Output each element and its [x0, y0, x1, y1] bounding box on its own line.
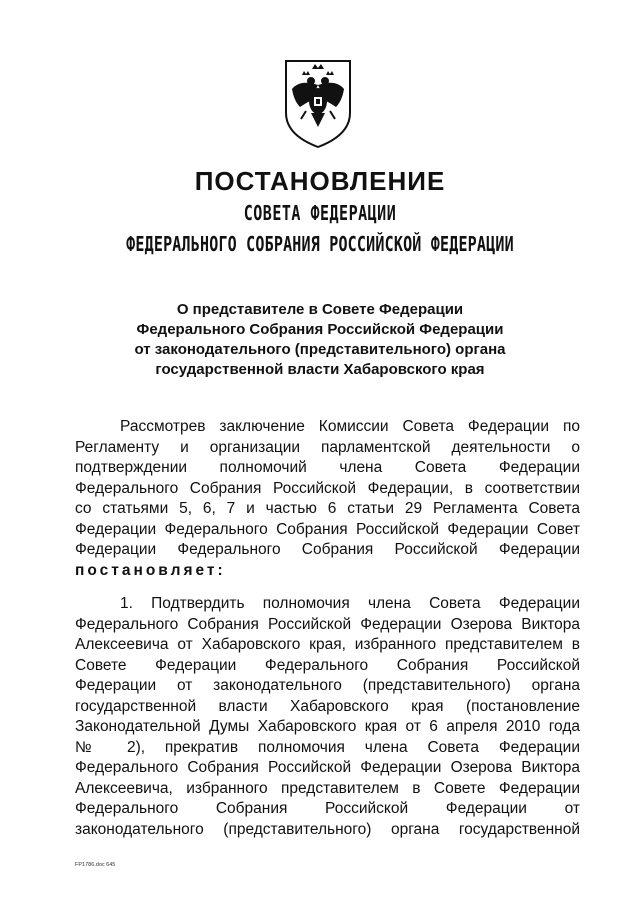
resolution-subject	[60, 300, 580, 380]
paragraph-line: Совете Федерации Федерального Собрания Российской	[75, 656, 580, 674]
paragraph-line: Рассмотрев заключение Комиссии Совета Федерации по	[120, 418, 580, 435]
paragraph-line: подтверждении полномочий члена Совета Федерации	[75, 459, 580, 476]
paragraph-line: 1. Подтвердить полномочия члена Совета Федерации	[120, 595, 580, 612]
document-subtitle-council: СОВЕТА ФЕДЕРАЦИИ	[243, 200, 397, 226]
resolves-keyword: постановляет:	[75, 561, 226, 579]
paragraph-line: законодательного (представительного) органа государственной	[75, 820, 580, 838]
document-subtitle-assembly: ФЕДЕРАЛЬНОГО СОБРАНИЯ РОССИЙСКОЙ ФЕДЕРАЦИИ	[126, 231, 514, 257]
file-code: FP1786.doc 645	[75, 862, 116, 868]
paragraph-line	[75, 561, 580, 582]
subject-line: О представителе в Совете Федерации	[176, 301, 464, 318]
paragraph-line: Регламенту и организации парламентской деятельности о	[75, 438, 580, 456]
paragraph-line: № 2), прекратив полномочия члена Совета Федерации	[75, 738, 580, 756]
subject-line: от законодательного (представительного) органа	[134, 341, 506, 358]
paragraph-line: Федерации от законодательного (представительного) органа	[75, 677, 580, 694]
subject-line: Федерального Собрания Российской Федерации	[136, 321, 504, 338]
paragraph-line: государственной власти Хабаровского края (постановление	[75, 697, 580, 715]
paragraph-line: Алексеевича, избранного представителем в Совете Федерации	[75, 779, 580, 797]
clause-1-paragraph	[75, 594, 580, 840]
paragraph-line: Алексеевича от Хабаровского края, избранного представителем в	[75, 636, 580, 653]
paragraph-line: Федерации Федерального Собрания Российской Федерации Совет	[75, 520, 580, 538]
paragraph-line: Федерального Собрания Российской Федерации от	[75, 800, 580, 817]
paragraph-line: Федерального Собрания Российской Федерации, в соответствии	[75, 479, 580, 497]
coat-of-arms-icon	[278, 55, 358, 151]
paragraph-line: со статьями 5, 6, 7 и частью 6 статьи 29 Регламента Совета	[75, 500, 580, 517]
paragraph-line: Федерального Собрания Российской Федерации Озерова Виктора	[75, 615, 580, 633]
paragraph-line: Федерального Собрания Российской Федерации Озерова Виктора	[75, 759, 580, 776]
paragraph-line: Законодательной Думы Хабаровского края от 6 апреля 2010 года	[75, 718, 580, 735]
paragraph-line: Федерации Федерального Собрания Российской Федерации	[75, 541, 580, 558]
preamble-paragraph	[75, 417, 580, 581]
document-title: ПОСТАНОВЛЕНИЕ	[194, 166, 446, 196]
subject-line: государственной власти Хабаровского края	[155, 361, 485, 378]
